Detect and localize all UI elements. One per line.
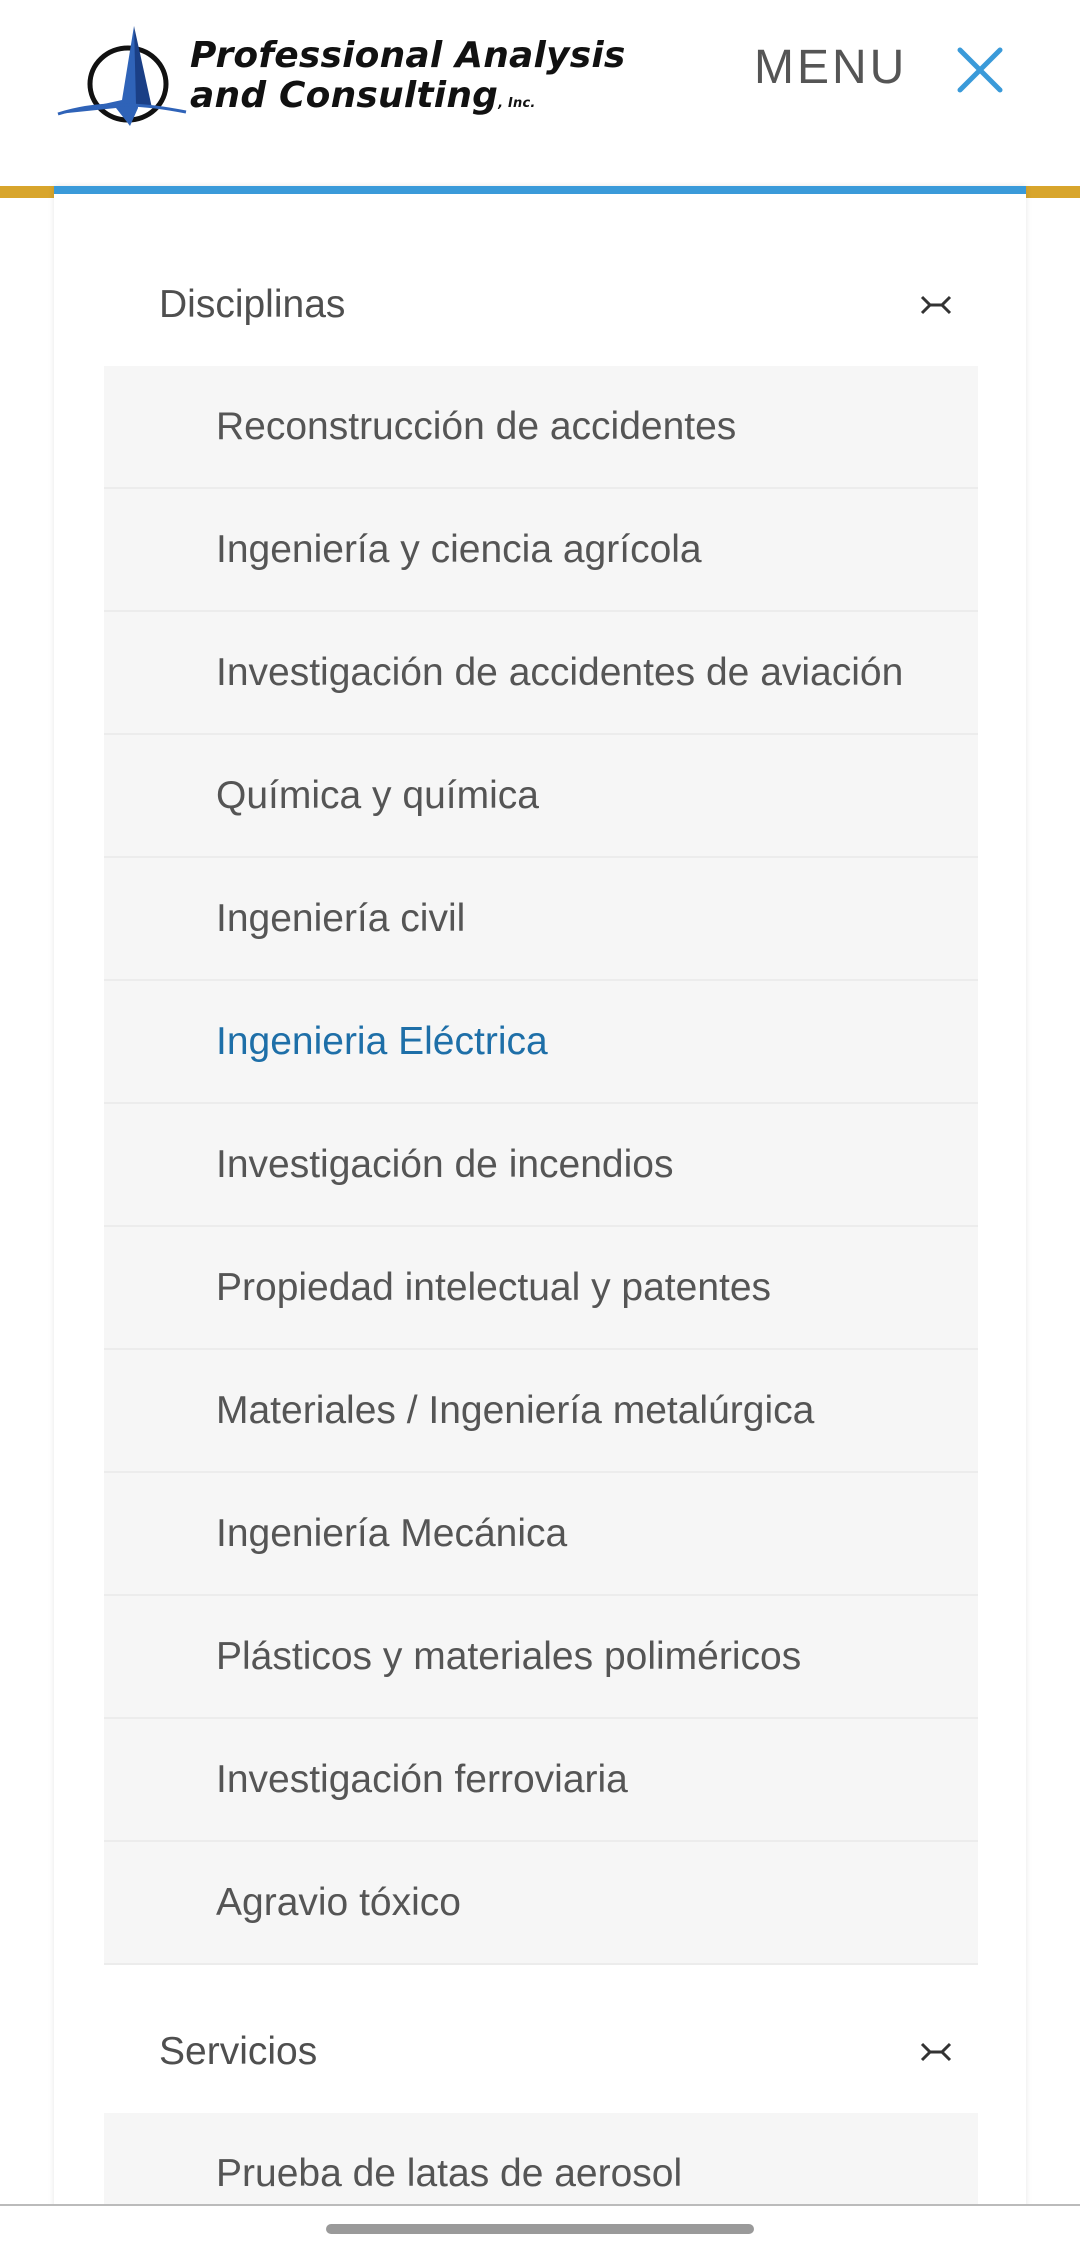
section-label: Disciplinas (159, 283, 346, 326)
home-indicator[interactable] (326, 2224, 754, 2234)
compass-logo-icon (56, 22, 196, 126)
submenu-item[interactable]: Investigación de accidentes de aviación (104, 612, 978, 735)
logo-wordmark (190, 36, 626, 124)
submenu-item[interactable]: Agravio tóxico (104, 1842, 978, 1965)
collapse-chevron-icon[interactable] (918, 293, 954, 317)
submenu-item[interactable]: Ingeniería Mecánica (104, 1473, 978, 1596)
close-icon[interactable] (954, 44, 1006, 96)
collapse-chevron-icon[interactable] (918, 2040, 954, 2064)
logo-suffix: , Inc. (498, 96, 536, 111)
section-header-1[interactable] (104, 1991, 978, 2113)
logo-line2: and Consulting (190, 75, 499, 116)
submenu-item[interactable]: Plásticos y materiales poliméricos (104, 1596, 978, 1719)
submenu-item[interactable]: Química y química (104, 735, 978, 858)
menu-label[interactable]: MENU (754, 41, 908, 94)
submenu-item[interactable]: Ingeniería y ciencia agrícola (104, 489, 978, 612)
section-header-0[interactable] (104, 244, 978, 366)
submenu-item[interactable]: Prueba de latas de aerosol (104, 2113, 978, 2236)
submenu-item[interactable]: Propiedad intelectual y patentes (104, 1227, 978, 1350)
submenu-item[interactable]: Reconstrucción de accidentes (104, 366, 978, 489)
submenu-list (104, 366, 978, 1965)
site-header (0, 0, 1080, 186)
submenu-item[interactable]: Investigación de incendios (104, 1104, 978, 1227)
submenu-item[interactable]: Ingeniería civil (104, 858, 978, 981)
logo-line1: Professional Analysis (190, 35, 626, 76)
company-logo[interactable] (56, 18, 656, 128)
submenu-item[interactable]: Investigación ferroviaria (104, 1719, 978, 1842)
submenu-item[interactable]: Ingenieria Eléctrica (104, 981, 978, 1104)
section-label: Servicios (159, 2030, 318, 2073)
system-nav-bar (0, 2204, 1080, 2252)
submenu-item[interactable]: Materiales / Ingeniería metalúrgica (104, 1350, 978, 1473)
